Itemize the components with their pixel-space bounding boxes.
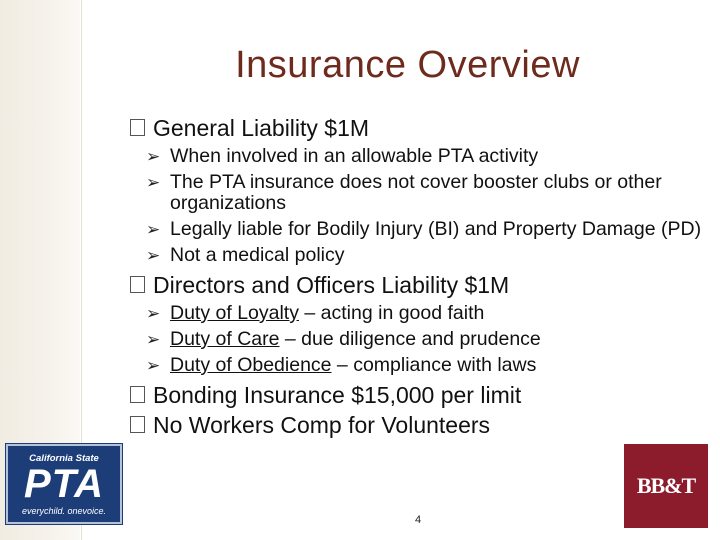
page-number: 4 [415, 514, 422, 526]
duty-description: – due diligence and prudence [279, 328, 541, 350]
sub-bullet [146, 303, 708, 324]
pta-logo-tagline: everychild. onevoice. [21, 506, 107, 516]
bullet-general-liability [128, 114, 708, 142]
duty-description: – acting in good faith [298, 302, 485, 324]
bullet-label: No Workers Comp for Volunteers [153, 412, 491, 438]
arrow-bullet-icon: ➢ [146, 246, 161, 265]
sub-bullet-text: Not a medical policy [170, 244, 345, 266]
duty-term: Duty of Obedience [170, 354, 332, 376]
california-pta-logo [6, 444, 122, 524]
arrow-bullet-icon: ➢ [146, 147, 161, 166]
bbt-logo [624, 444, 708, 528]
sub-bullet [146, 172, 708, 214]
slide-title: Insurance Overview [235, 44, 580, 86]
bbt-logo-text: BB&T [636, 473, 696, 498]
square-bullet-icon [130, 386, 145, 403]
arrow-bullet-icon: ➢ [146, 330, 161, 349]
sub-bullet-text: Legally liable for Bodily Injury (BI) and Property Damage (PD) [170, 218, 702, 240]
sub-bullet [146, 329, 708, 350]
square-bullet-icon [130, 276, 145, 293]
arrow-bullet-icon: ➢ [146, 356, 161, 375]
square-bullet-icon [130, 119, 145, 136]
bullet-directors-officers [128, 271, 708, 299]
arrow-bullet-icon: ➢ [146, 220, 161, 239]
bullet-label: General Liability $1M [153, 115, 370, 141]
sub-bullet [146, 355, 708, 376]
sub-bullet-text: The PTA insurance does not cover booster clubs or other organizations [170, 171, 662, 214]
bullet-label: Directors and Officers Liability $1M [153, 272, 510, 298]
directors-officers-subitems [146, 303, 708, 376]
arrow-bullet-icon: ➢ [146, 173, 161, 192]
sub-bullet [146, 146, 708, 167]
bullet-bonding [128, 381, 708, 409]
square-bullet-icon [130, 416, 145, 433]
bullet-label: Bonding Insurance $15,000 per limit [153, 382, 522, 408]
duty-term: Duty of Care [170, 328, 280, 350]
general-liability-subitems [146, 146, 708, 266]
pta-logo-main-text: PTA [23, 462, 105, 506]
pta-logo-top-text: California State [29, 453, 99, 464]
sub-bullet-text: When involved in an allowable PTA activity [170, 145, 539, 167]
bullet-workers-comp [128, 411, 708, 439]
duty-term: Duty of Loyalty [170, 302, 299, 324]
duty-description: – compliance with laws [331, 354, 537, 376]
slide-body [128, 114, 708, 439]
arrow-bullet-icon: ➢ [146, 304, 161, 323]
sub-bullet [146, 245, 708, 266]
sub-bullet [146, 219, 708, 240]
